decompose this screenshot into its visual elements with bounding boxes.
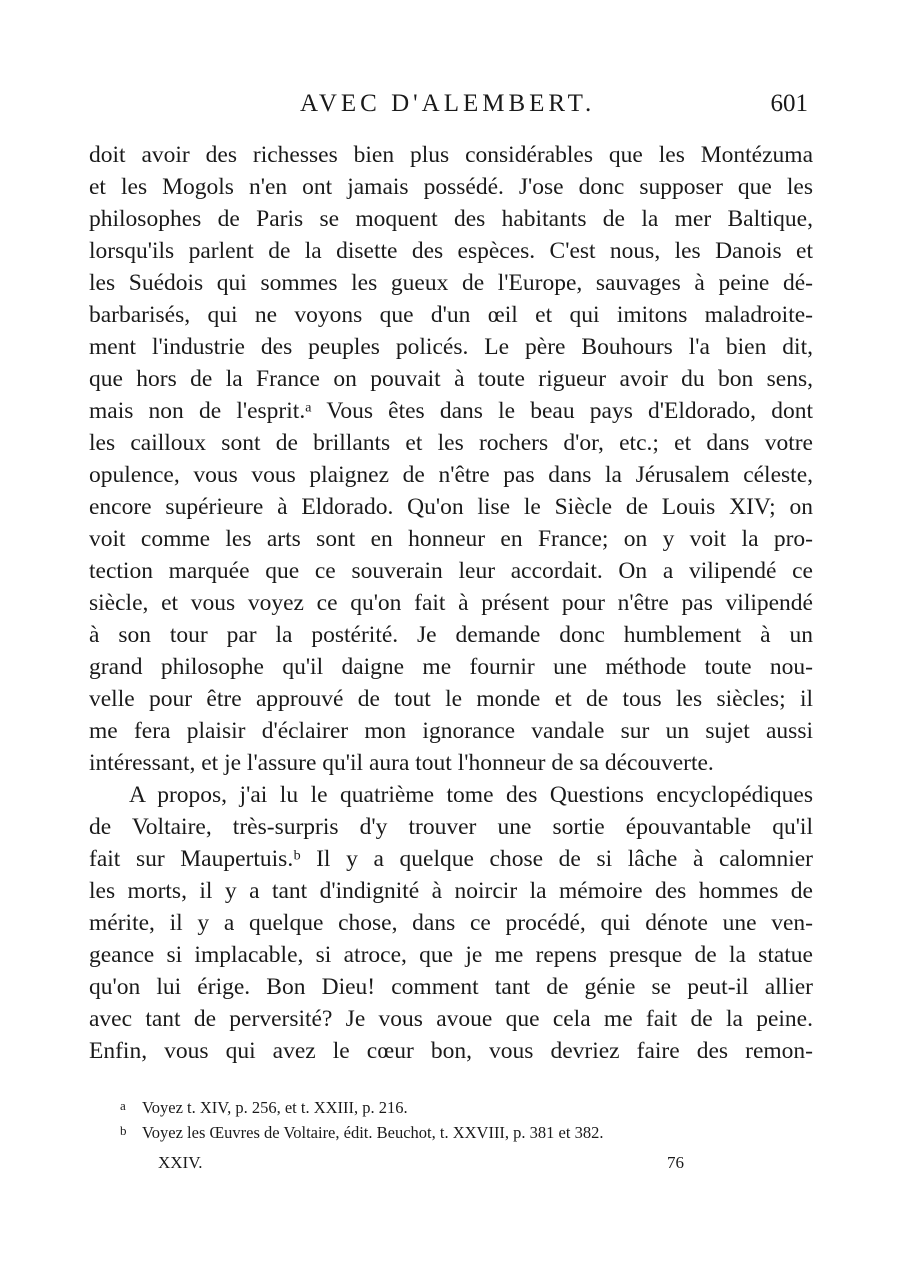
footnotes — [120, 1094, 810, 1144]
text-line: tection marquée que ce souverain leur accordait. On a vilipendé ce — [89, 558, 813, 584]
text-line: grand philosophe qu'il daigne me fournir une méthode toute nou- — [89, 654, 813, 680]
running-head: AVEC D'ALEMBERT. — [300, 90, 596, 117]
text-line: que hors de la France on pouvait à toute rigueur avoir du bon sens, — [89, 366, 813, 392]
text-line: doit avoir des richesses bien plus considérables que les Montézuma — [89, 142, 813, 168]
text-line: lorsqu'ils parlent de la disette des espèces. C'est nous, les Danois et — [89, 238, 813, 264]
text-line: de Voltaire, très-surpris d'y trouver une sortie épouvantable qu'il — [89, 814, 813, 840]
footnote — [120, 1094, 810, 1119]
text-line: les Suédois qui sommes les gueux de l'Europe, sauvages à peine dé- — [89, 270, 813, 296]
text-line: opulence, vous vous plaignez de n'être pas dans la Jérusalem céleste, — [89, 462, 813, 488]
text-line: encore supérieure à Eldorado. Qu'on lise le Siècle de Louis XIV; on — [89, 494, 813, 520]
footnote-mark: a — [120, 1098, 126, 1113]
text-line: les cailloux sont de brillants et les rochers d'or, etc.; et dans votre — [89, 430, 813, 456]
text-line: geance si implacable, si atroce, que je me repens presque de la statue — [89, 942, 813, 968]
text-line: barbarisés, qui ne voyons que d'un œil et qui imitons maladroite- — [89, 302, 813, 328]
text-line: A propos, j'ai lu le quatrième tome des Questions encyclopédiques — [129, 782, 813, 808]
page-number: 601 — [770, 90, 808, 117]
text-line: Enfin, vous qui avez le cœur bon, vous devriez faire des remon- — [89, 1038, 813, 1064]
text-line: intéressant, et je l'assure qu'il aura tout l'honneur de sa découverte. — [89, 750, 714, 776]
text-line: me fera plaisir d'éclairer mon ignorance vandale sur un sujet aussi — [89, 718, 813, 744]
text-line: avec tant de perversité? Je vous avoue que cela me fait de la peine. — [89, 1006, 813, 1032]
text-line: mérite, il y a quelque chose, dans ce procédé, qui dénote une ven- — [89, 910, 813, 936]
volume-signature: XXIV. — [158, 1153, 203, 1172]
text-line: les morts, il y a tant d'indignité à noircir la mémoire des hommes de — [89, 878, 813, 904]
text-line: fait sur Maupertuis.ᵇ Il y a quelque chose de si lâche à calomnier — [89, 846, 813, 872]
footnote-text: Voyez les Œuvres de Voltaire, édit. Beuchot, t. XXVIII, p. 381 et 382. — [142, 1123, 604, 1142]
page-header — [0, 90, 900, 122]
signature-line — [0, 1153, 900, 1179]
text-line: velle pour être approuvé de tout le monde et de tous les siècles; il — [89, 686, 813, 712]
text-line: voit comme les arts sont en honneur en France; on y voit la pro- — [89, 526, 813, 552]
text-line: et les Mogols n'en ont jamais possédé. J'ose donc supposer que les — [89, 174, 813, 200]
body-text — [89, 139, 813, 1067]
text-line: à son tour par la postérité. Je demande donc humblement à un — [89, 622, 813, 648]
text-line: philosophes de Paris se moquent des habitants de la mer Baltique, — [89, 206, 813, 232]
footnote — [120, 1119, 810, 1144]
text-line: siècle, et vous voyez ce qu'on fait à présent pour n'être pas vilipendé — [89, 590, 813, 616]
text-line: mais non de l'esprit.ᵃ Vous êtes dans le beau pays d'Eldorado, dont — [89, 398, 813, 424]
text-line: qu'on lui érige. Bon Dieu! comment tant de génie se peut-il allier — [89, 974, 813, 1000]
footnote-mark: b — [120, 1123, 127, 1138]
sheet-signature: 76 — [667, 1153, 684, 1172]
footnote-text: Voyez t. XIV, p. 256, et t. XXIII, p. 216. — [142, 1098, 408, 1117]
text-line: ment l'industrie des peuples policés. Le père Bouhours l'a bien dit, — [89, 334, 813, 360]
